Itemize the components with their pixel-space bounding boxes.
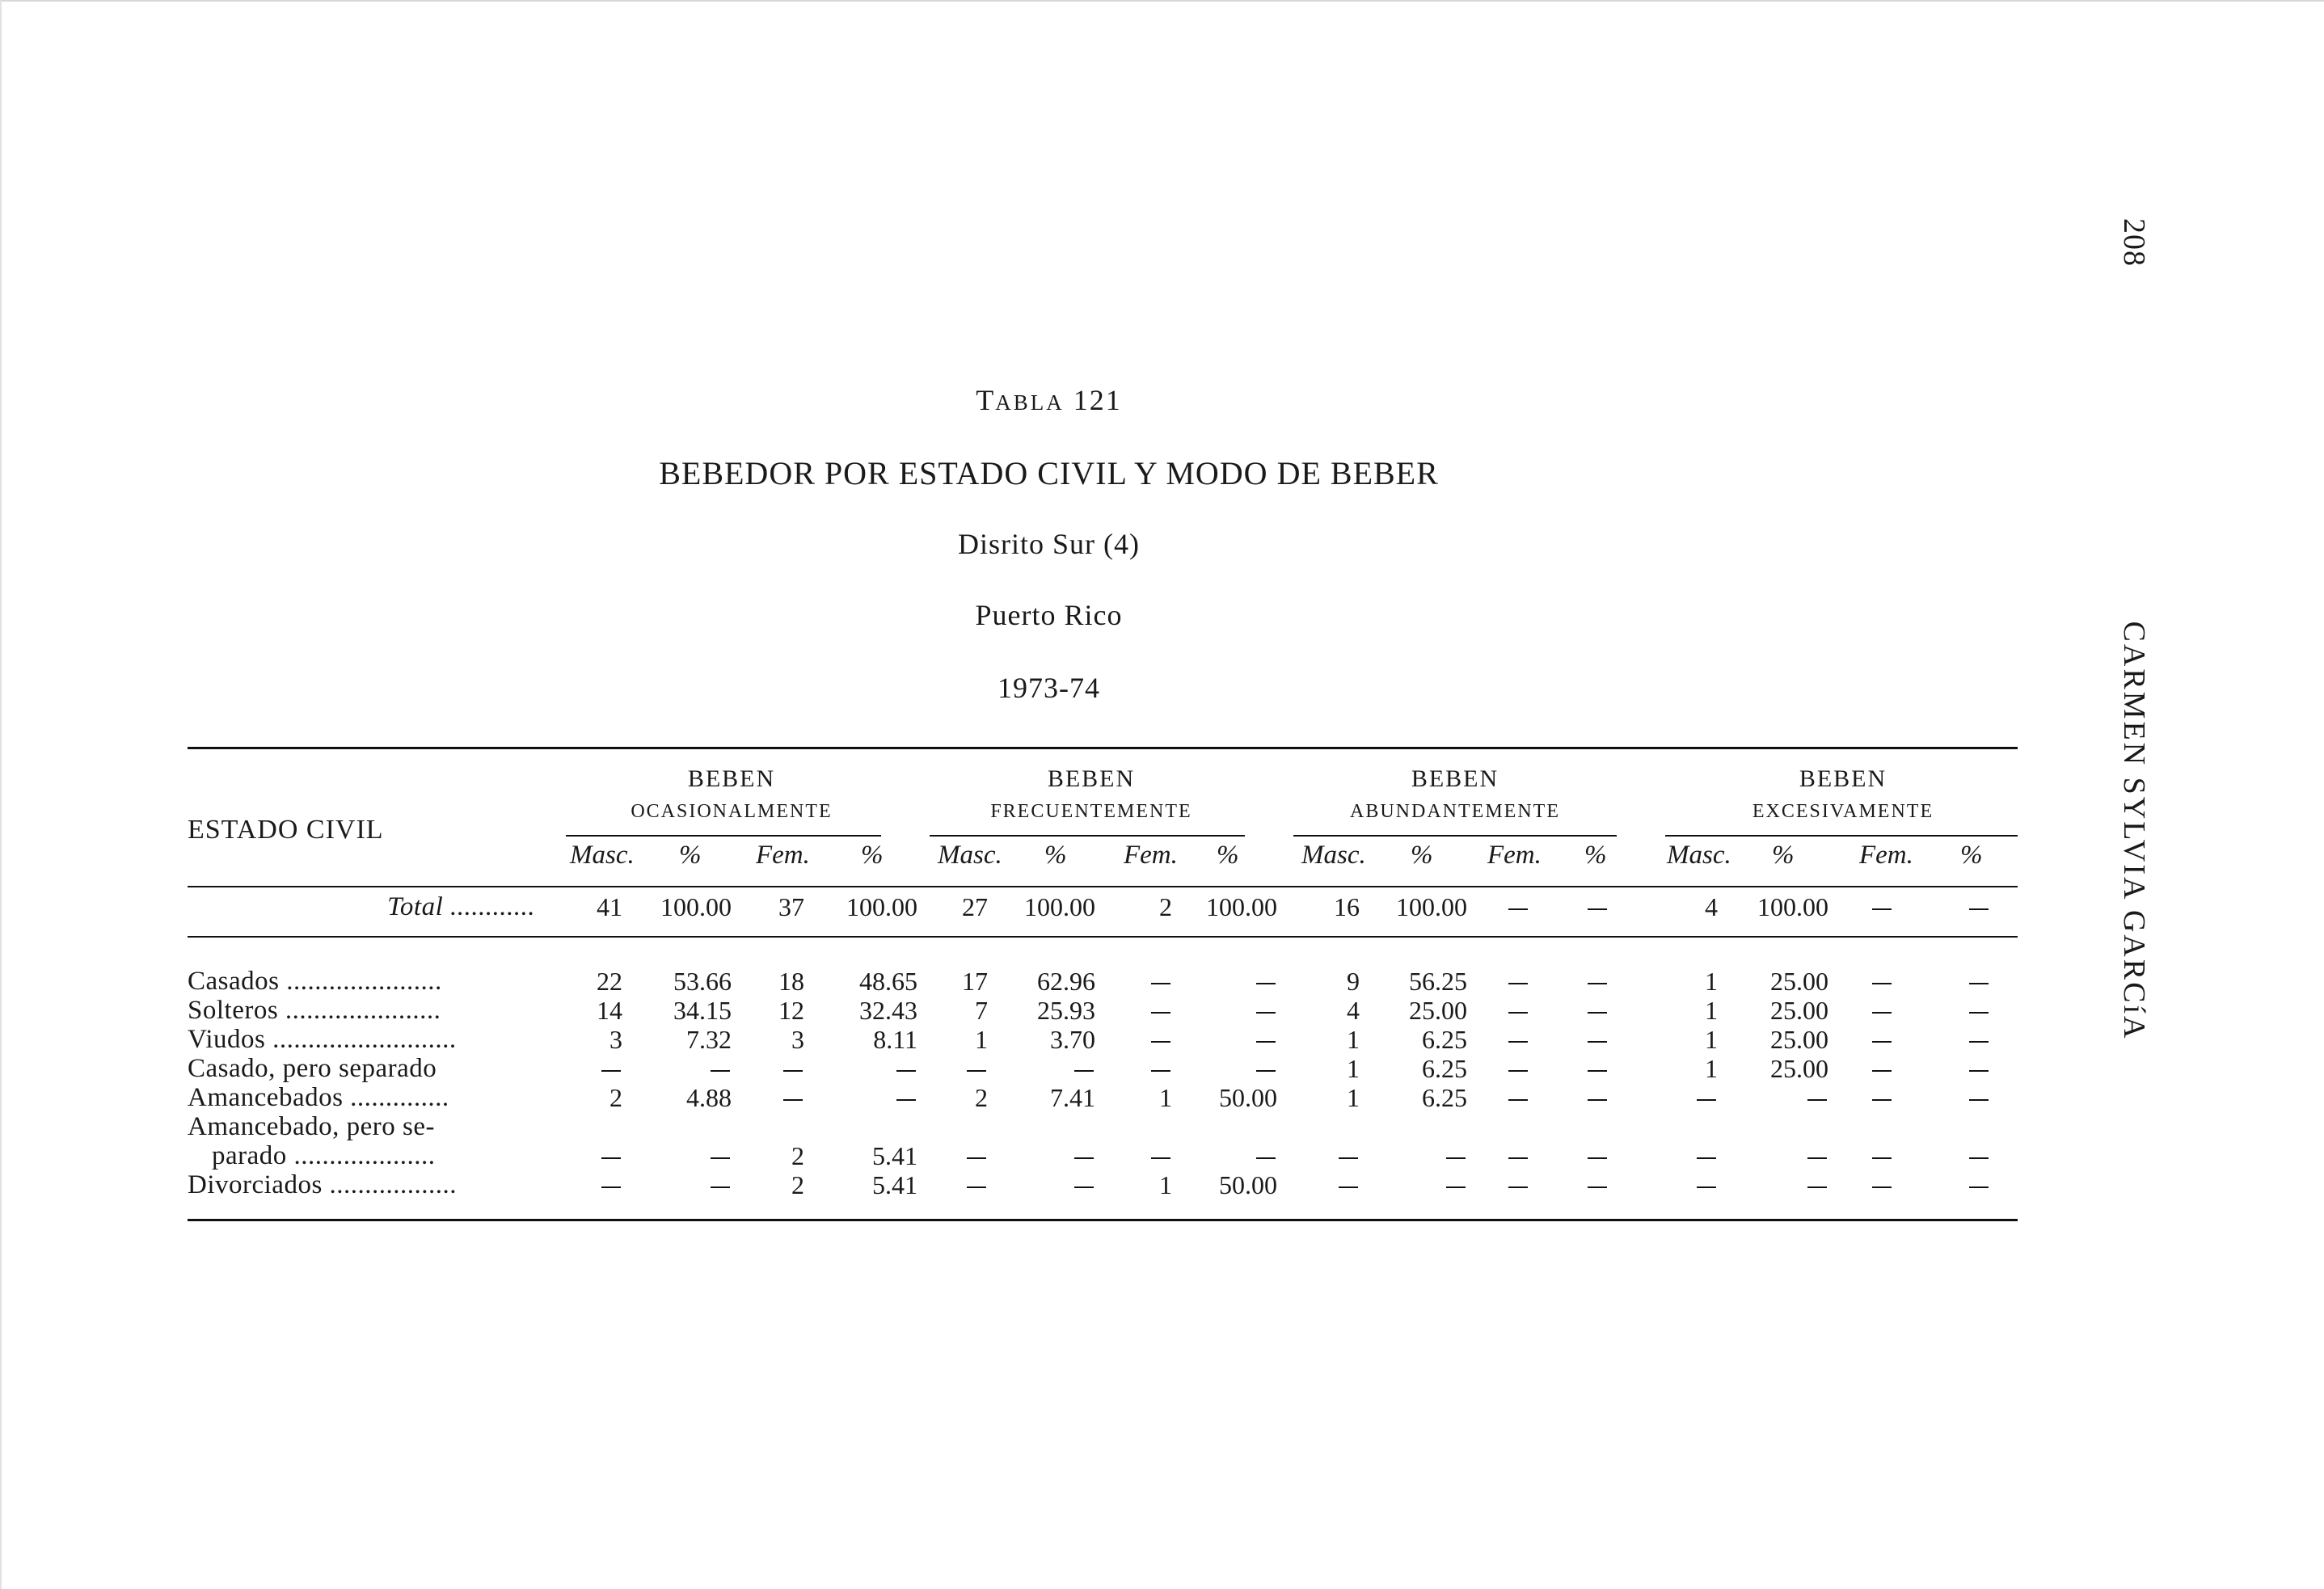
cell-percent: 25.00 — [1770, 996, 1828, 1025]
column-header-count: Fem. — [1124, 841, 1178, 870]
cell-percent: 100.00 — [846, 892, 917, 921]
stub-header: ESTADO CIVIL — [188, 815, 384, 845]
total-row — [0, 892, 2324, 921]
cell-percent: 62.96 — [1037, 967, 1095, 996]
empty-dash — [1508, 983, 1528, 984]
cell-count: 1 — [1347, 1083, 1360, 1112]
empty-dash — [783, 1099, 803, 1101]
table-title: BEBEDOR POR ESTADO CIVIL Y MODO DE BEBER — [659, 455, 1439, 491]
empty-dash — [1151, 1041, 1170, 1043]
cell-count: 1 — [1705, 1054, 1718, 1083]
cell-percent: 100.00 — [1024, 892, 1095, 921]
cell-count: 7 — [975, 996, 988, 1025]
column-header-percent: % — [1960, 841, 1983, 870]
group-header-excesivamente — [1673, 763, 2013, 828]
column-header-percent: % — [1217, 841, 1239, 870]
empty-dash — [1508, 908, 1528, 910]
cell-count: 9 — [1347, 967, 1360, 996]
cell-percent: 25.93 — [1037, 996, 1095, 1025]
cell-percent: 5.41 — [872, 1170, 917, 1199]
cell-percent: 8.11 — [873, 1025, 917, 1054]
table-label-initial: T — [976, 384, 996, 416]
cell-percent: 53.66 — [673, 967, 732, 996]
group-header-line2: OCASIONALMENTE — [631, 801, 833, 822]
cell-percent: 100.00 — [660, 892, 732, 921]
cell-count: 27 — [962, 892, 988, 921]
group-header-line2: EXCESIVAMENTE — [1752, 801, 1934, 822]
empty-dash — [711, 1070, 730, 1072]
empty-dash — [1969, 1186, 1989, 1188]
cell-percent: 100.00 — [1757, 892, 1828, 921]
empty-dash — [601, 1070, 621, 1072]
column-header-count: Fem. — [1487, 841, 1542, 870]
group-header-line1: BEBEN — [1799, 765, 1887, 792]
cell-percent: 3.70 — [1050, 1025, 1095, 1054]
table-number: 121 — [1073, 384, 1122, 416]
group-header-line1: BEBEN — [1411, 765, 1499, 792]
empty-dash — [967, 1070, 986, 1072]
empty-dash — [1697, 1186, 1716, 1188]
column-header-percent: % — [679, 841, 702, 870]
cell-percent: 100.00 — [1206, 892, 1277, 921]
row-label: Casados ...................... — [188, 967, 442, 996]
cell-count: 2 — [609, 1083, 622, 1112]
empty-dash — [1508, 1157, 1528, 1159]
empty-dash — [1508, 1099, 1528, 1101]
cell-percent: 34.15 — [673, 996, 732, 1025]
cell-count: 2 — [975, 1083, 988, 1112]
cell-percent: 25.00 — [1770, 967, 1828, 996]
empty-dash — [601, 1186, 621, 1188]
column-header-percent: % — [1411, 841, 1433, 870]
group-header-line1: BEBEN — [687, 765, 776, 792]
group-header-line1: BEBEN — [1047, 765, 1136, 792]
subtitle-district: Disrito Sur (4) — [958, 528, 1140, 560]
table-row — [0, 967, 2324, 996]
empty-dash — [1339, 1186, 1358, 1188]
column-header-percent: % — [1584, 841, 1607, 870]
column-header-count: Masc. — [570, 841, 635, 870]
cell-count: 3 — [609, 1025, 622, 1054]
empty-dash — [1969, 1041, 1989, 1043]
empty-dash — [1508, 1070, 1528, 1072]
group-rule-excesivo — [1665, 835, 2018, 837]
cell-count: 37 — [778, 892, 804, 921]
empty-dash — [1872, 1099, 1892, 1101]
cell-percent: 48.65 — [859, 967, 917, 996]
cell-count: 12 — [778, 996, 804, 1025]
total-rule — [188, 936, 2018, 938]
cell-count: 1 — [1347, 1025, 1360, 1054]
empty-dash — [1807, 1099, 1827, 1101]
table-row — [0, 1054, 2324, 1083]
cell-percent: 6.25 — [1422, 1083, 1467, 1112]
empty-dash — [1872, 1012, 1892, 1014]
cell-count: 2 — [791, 1170, 804, 1199]
cell-percent: 100.00 — [1396, 892, 1467, 921]
row-label: Casado, pero separado — [188, 1054, 437, 1083]
group-header-line2: ABUNDANTEMENTE — [1350, 801, 1560, 822]
cell-percent: 56.25 — [1409, 967, 1467, 996]
row-label: Total ............ — [387, 892, 535, 921]
cell-count: 1 — [1159, 1083, 1172, 1112]
table-row — [0, 996, 2324, 1025]
empty-dash — [1256, 1157, 1276, 1159]
cell-percent: 25.00 — [1409, 996, 1467, 1025]
group-rule-frecuente — [930, 835, 1245, 837]
empty-dash — [1697, 1157, 1716, 1159]
group-rule-ocasional — [566, 835, 881, 837]
table-row — [0, 1170, 2324, 1199]
cell-percent: 50.00 — [1219, 1170, 1277, 1199]
empty-dash — [1807, 1186, 1827, 1188]
empty-dash — [896, 1070, 916, 1072]
empty-dash — [1508, 1041, 1528, 1043]
table-label-word: ABLA — [995, 390, 1065, 415]
subtitle-country: Puerto Rico — [975, 599, 1123, 631]
empty-dash — [1807, 1157, 1827, 1159]
cell-count: 3 — [791, 1025, 804, 1054]
cell-count: 1 — [975, 1025, 988, 1054]
group-header-abundantemente — [1285, 763, 1625, 828]
cell-count: 4 — [1705, 892, 1718, 921]
empty-dash — [1151, 1070, 1170, 1072]
row-label-continuation: parado .................... — [212, 1141, 436, 1170]
cell-percent: 25.00 — [1770, 1025, 1828, 1054]
empty-dash — [1074, 1157, 1094, 1159]
column-header-count: Masc. — [1667, 841, 1731, 870]
row-label: Amancebados .............. — [188, 1083, 449, 1112]
cell-count: 1 — [1159, 1170, 1172, 1199]
row-label: Amancebado, pero se- — [188, 1112, 435, 1141]
column-header-count: Masc. — [1301, 841, 1366, 870]
empty-dash — [1446, 1157, 1466, 1159]
group-rule-abundante — [1293, 835, 1617, 837]
empty-dash — [1969, 1012, 1989, 1014]
table-top-rule — [188, 747, 2018, 749]
empty-dash — [967, 1186, 986, 1188]
cell-count: 18 — [778, 967, 804, 996]
empty-dash — [1588, 1157, 1607, 1159]
column-header-percent: % — [1044, 841, 1067, 870]
cell-count: 1 — [1705, 1025, 1718, 1054]
column-header-count: Masc. — [938, 841, 1002, 870]
subheader-rule — [188, 886, 2018, 887]
empty-dash — [1969, 983, 1989, 984]
empty-dash — [1339, 1157, 1358, 1159]
column-header-percent: % — [1772, 841, 1795, 870]
cell-count: 1 — [1705, 996, 1718, 1025]
empty-dash — [1588, 1099, 1607, 1101]
table-bottom-rule — [188, 1219, 2018, 1221]
empty-dash — [1508, 1186, 1528, 1188]
empty-dash — [1074, 1070, 1094, 1072]
cell-percent: 6.25 — [1422, 1025, 1467, 1054]
cell-count: 16 — [1334, 892, 1360, 921]
column-header-count: Fem. — [1859, 841, 1913, 870]
group-header-line2: FRECUENTEMENTE — [990, 801, 1192, 822]
cell-count: 41 — [597, 892, 622, 921]
table-row — [0, 1025, 2324, 1054]
table-row — [0, 1083, 2324, 1112]
cell-count: 2 — [1159, 892, 1172, 921]
empty-dash — [601, 1157, 621, 1159]
cell-count: 2 — [791, 1141, 804, 1170]
row-label: Solteros ...................... — [188, 996, 441, 1025]
cell-count: 1 — [1347, 1054, 1360, 1083]
empty-dash — [1151, 1012, 1170, 1014]
empty-dash — [967, 1157, 986, 1159]
group-header-frecuentemente — [922, 763, 1261, 828]
running-head-author: CARMEN SYLVIA GARCíA — [2117, 621, 2151, 1041]
cell-count: 14 — [597, 996, 622, 1025]
column-header-percent: % — [861, 841, 884, 870]
empty-dash — [1969, 1157, 1989, 1159]
empty-dash — [1969, 908, 1989, 910]
empty-dash — [1872, 1157, 1892, 1159]
empty-dash — [1872, 1070, 1892, 1072]
cell-count: 22 — [597, 967, 622, 996]
cell-count: 17 — [962, 967, 988, 996]
empty-dash — [1872, 1186, 1892, 1188]
cell-percent: 6.25 — [1422, 1054, 1467, 1083]
empty-dash — [1151, 1157, 1170, 1159]
subtitle-year: 1973-74 — [998, 672, 1100, 704]
cell-percent: 32.43 — [859, 996, 917, 1025]
empty-dash — [1969, 1099, 1989, 1101]
empty-dash — [1446, 1186, 1466, 1188]
empty-dash — [1588, 1186, 1607, 1188]
cell-percent: 25.00 — [1770, 1054, 1828, 1083]
group-header-ocasionalmente — [562, 763, 901, 828]
empty-dash — [1969, 1070, 1989, 1072]
cell-percent: 7.41 — [1050, 1083, 1095, 1112]
cell-percent: 4.88 — [686, 1083, 732, 1112]
empty-dash — [1697, 1099, 1716, 1101]
column-header-count: Fem. — [756, 841, 810, 870]
table-label — [0, 383, 2211, 417]
cell-percent: 5.41 — [872, 1141, 917, 1170]
empty-dash — [1872, 1041, 1892, 1043]
page-number: 208 — [2117, 218, 2151, 267]
empty-dash — [783, 1070, 803, 1072]
empty-dash — [1151, 983, 1170, 984]
empty-dash — [1872, 983, 1892, 984]
empty-dash — [1872, 908, 1892, 910]
cell-count: 1 — [1705, 967, 1718, 996]
cell-count: 4 — [1347, 996, 1360, 1025]
row-label: Divorciados .................. — [188, 1170, 458, 1199]
empty-dash — [1508, 1012, 1528, 1014]
cell-percent: 7.32 — [686, 1025, 732, 1054]
row-label: Viudos .......................... — [188, 1025, 457, 1054]
cell-percent: 50.00 — [1219, 1083, 1277, 1112]
